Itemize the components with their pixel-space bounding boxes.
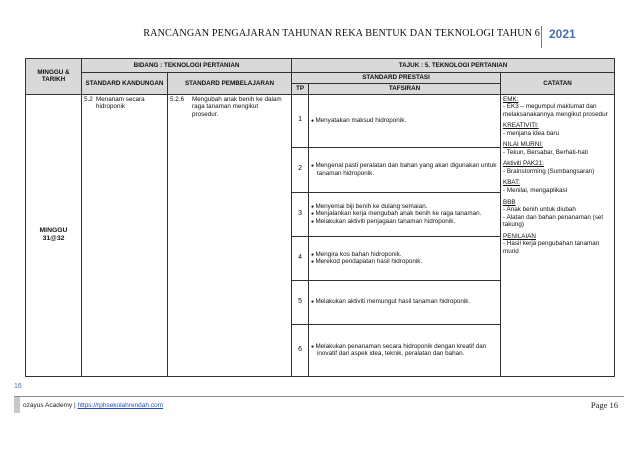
penilaian-label: PENILAIAN [503, 232, 536, 240]
document-year: 2021 [549, 27, 576, 41]
tafsiran-item: ● Merekod pendapatan hasil hidroponik. [311, 258, 498, 266]
website-link[interactable]: https://rphsekolahrendah.com [77, 402, 164, 409]
page-header [0, 26, 638, 48]
sp-text: Mengubah anak benih ke dalam raga tanaman mengikut prosedur. [192, 95, 282, 118]
standard-kandungan-header: STANDARD KANDUNGAN [82, 73, 168, 95]
lesson-plan-table [25, 58, 615, 377]
bidang-header: BIDANG : TEKNOLOGI PERTANIAN [82, 59, 292, 73]
header-divider [541, 26, 542, 48]
tafsiran-item: ● Melakukan aktiviti penjagaan tanaman hidroponik. [311, 218, 498, 226]
tp-header: TP [292, 84, 309, 95]
page-number-right: Page 16 [590, 400, 618, 410]
standard-prestasi-header: STANDARD PRESTASI [292, 73, 501, 84]
tafsiran-3 [309, 192, 501, 236]
tafsiran-1 [309, 94, 501, 147]
kbat-label: KBAT: [503, 179, 521, 187]
sp-number: 5.2.6 [170, 95, 185, 103]
tafsiran-item: ● Menyemai biji benih ke dulang semaian. [311, 203, 498, 211]
brand-divider: | [73, 402, 76, 409]
sk-number: 5.2 [84, 95, 93, 103]
tafsiran-item: ● Menyatakan maksud hidroponik. [311, 117, 498, 125]
pak21-text: - Brainstorming (Sumbangsaran) [503, 167, 595, 175]
standard-pembelajaran-cell [168, 94, 292, 376]
tp-4: 4 [292, 236, 309, 280]
standard-kandungan-cell [82, 94, 168, 376]
document-title: RANCANGAN PENGAJARAN TAHUNAN REKA BENTUK DAN TEKNOLOGI TAHUN 6 [143, 28, 540, 39]
pak21-label: Aktiviti PAK21: [503, 160, 544, 168]
penilaian-text: - Hasil kerja pengubahan tanaman murid [503, 240, 600, 255]
tp-6: 6 [292, 324, 309, 376]
bbb-text-2: - Alatan dan bahan penanaman (set takung) [503, 213, 604, 229]
footer-accent-bar [14, 397, 20, 413]
page-number-left: 16 [14, 383, 22, 390]
sk-text: Menanam secara hidroponik [96, 95, 145, 111]
tp-3: 3 [292, 192, 309, 236]
standard-pembelajaran-header: STANDARD PEMBELAJARAN [168, 73, 292, 95]
tafsiran-6 [309, 324, 501, 376]
catatan-cell [501, 94, 615, 376]
kreativiti-label: KREATIVITI: [503, 122, 539, 130]
tafsiran-item: ● Melakukan penanaman secara hidroponik dengan kreatif dan inovatif dari aspek idea, teknik, peralatan dan bahan. [311, 343, 498, 358]
kreativiti-text: - menjana idea baru [503, 129, 560, 137]
tafsiran-item: ● Menjalankan kerja mengubah anak benih ke raga tanaman. [311, 210, 498, 218]
kbat-text: - Menilai, mengaplikasi [503, 187, 568, 195]
tp-2: 2 [292, 147, 309, 192]
minggu-cell: MINGGU 31@32 [26, 94, 82, 376]
emk-label: EMK: [503, 95, 519, 103]
footer-brand [23, 402, 163, 409]
tafsiran-5 [309, 280, 501, 324]
tajuk-header: TAJUK : 5. TEKNOLOGI PERTANIAN [292, 59, 615, 73]
minggu-header: MINGGU & TARIKH [26, 59, 82, 95]
nilai-murni-text: - Tekun, Bersabar, Berhati-hati [503, 148, 588, 156]
tafsiran-item: ● Melakukan aktiviti memungut hasil tanaman hidroponik. [311, 298, 498, 306]
bbb-label: BBB [503, 198, 516, 206]
emk-text: - EK3 – megumpul maklumat dan melaksanakannya mengikut prosedur [503, 103, 608, 118]
tafsiran-item: ● Mengira kos bahan hidroponik. [311, 251, 498, 259]
nilai-murni-label: NILAI MURNI: [503, 141, 543, 149]
brand-name: ozayus Academy [23, 402, 73, 409]
tafsiran-4 [309, 236, 501, 280]
bbb-text-1: - Anak benih untuk diubah [503, 206, 576, 214]
tafsiran-item: ● Mengenal pasti peralatan dan bahan yang akan digunakan untuk tanaman hidroponik. [311, 162, 498, 177]
tafsiran-header: TAFSIRAN [309, 84, 501, 95]
tp-1: 1 [292, 94, 309, 147]
catatan-header: CATATAN [501, 73, 615, 95]
tp-5: 5 [292, 280, 309, 324]
tafsiran-2 [309, 147, 501, 192]
footer-divider [14, 396, 624, 397]
